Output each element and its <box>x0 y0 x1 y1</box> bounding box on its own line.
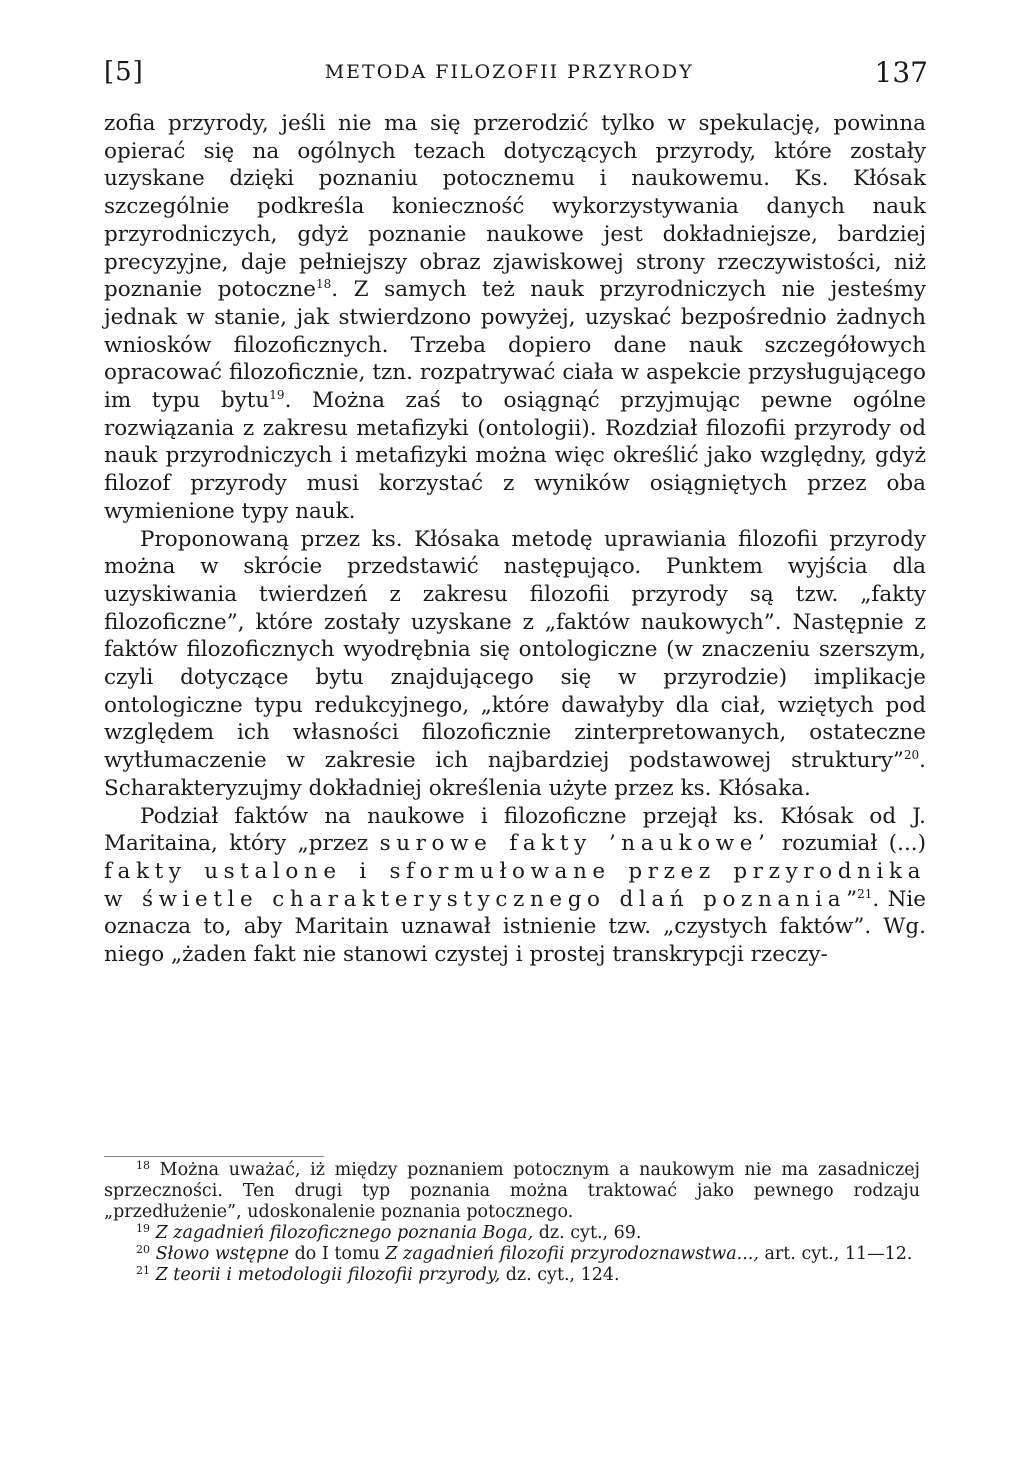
footnote-18 <box>104 1160 920 1222</box>
paragraph-1-text-a: zofia przyrody, jeśli nie ma się przerodzić tylko w spekulację, powinna opierać się na ogólnych tezach dotyczących przyrody, które zostały uzyskane dzięki poznaniu potocznemu i naukowemu. Ks. Kłósak szczególnie podkreśla konieczność wykorzystywania danych nauk przyrodniczych, gdyż poznanie naukowe jest dokładniejsze, bardziej precyzyjne, daje pełniejszy obraz zjawiskowej strony rzeczywistości, niż poznanie potoczne <box>104 111 926 303</box>
paragraph-1 <box>104 110 926 526</box>
running-header <box>104 50 928 94</box>
footnote-text: do I tomu <box>289 1244 386 1265</box>
page-number: 137 <box>874 55 928 89</box>
footnote-text-2: art. cyt., 11—12. <box>758 1244 913 1265</box>
footnote-text: dz. cyt., 69. <box>533 1222 642 1243</box>
footnote-separator <box>104 1156 324 1157</box>
paragraph-2-text-b: . Scharakteryzujmy dokładniej określenia użyte przez ks. Kłósaka. <box>104 748 926 801</box>
paragraph-2 <box>104 526 926 803</box>
footnote-text: Można uważać, iż między poznaniem potocznym a naukowym nie ma zasadniczej sprzeczności. Ten drugi typ poznania można traktować jako pewnego rodzaju „przedłużenie”, udoskonalenie poznania potocznego. <box>104 1160 920 1222</box>
footnote-ref-19: 19 <box>269 388 285 403</box>
footnote-number: 19 <box>136 1221 150 1235</box>
footnote-title-2: Z zagadnień filozofii przyrodoznawstwa..., <box>385 1244 759 1265</box>
paragraph-3-text-c: ” <box>846 886 858 912</box>
footnotes <box>104 1160 920 1287</box>
paragraph-3-text-d: . Nie oznacza to, aby Maritain uznawał istnienie tzw. „czystych faktów”. Wg. niego „żaden fakt nie stanowi czystej i prostej transkrypcji rzeczy- <box>104 886 926 968</box>
footnote-ref-18: 18 <box>315 277 332 292</box>
paragraph-1-text-c: . Można zaś to osiągnąć przyjmując pewne ogólne rozwiązania z zakresu metafizyki (ontologii). Rozdział filozofii przyrody od nauk przyrodniczych i metafizyki można więc określić jako względny, gdyż filozof przyrody musi korzystać z wyników osiągniętych przez oba wymienione typy nauk. <box>104 388 926 524</box>
main-text <box>104 110 926 969</box>
paragraph-3 <box>104 803 926 969</box>
footnote-ref-21: 21 <box>857 886 873 901</box>
paragraph-3-text-b: rozumiał (...) <box>770 831 927 857</box>
footnote-number: 18 <box>136 1159 150 1172</box>
section-number: [5] <box>104 57 144 87</box>
footnote-number: 21 <box>136 1264 150 1278</box>
footnote-ref-20: 20 <box>903 748 920 763</box>
footnote-title: Słowo wstępne <box>150 1244 290 1265</box>
footnote-title: Z teorii i metodologii filozofii przyrody, <box>150 1265 501 1286</box>
paragraph-3-text-a: Podział faktów na naukowe i filozoficzne przejął ks. Kłósak od J. Maritaina, który „przez <box>104 803 926 857</box>
paragraph-2-text-a: Proponowaną przez ks. Kłósaka metodę uprawiania filozofii przyrody można w skrócie przedstawić następująco. Punktem wyjścia dla uzyskiwania twierdzeń z zakresu filozofii przyrody są tzw. „fakty filozoficzne”, które zostały uzyskane z „faktów naukowych”. Następnie z faktów filozoficznych wyodrębnia się ontologiczne (w znaczeniu szerszym, czyli dotyczące bytu znajdującego się w przyrodzie) implikacje ontologiczne typu redukcyjnego, „które dawałyby dla ciał, wziętych pod względem ich własności filozoficznie zinterpretowanych, ostateczne wytłumaczenie w zakresie ich najbardziej podstawowej struktury” <box>104 526 926 774</box>
running-title: METODA FILOZOFII PRZYRODY <box>324 61 694 83</box>
spaced-emphasis-2: fakty ustalone i sformułowane przez przyrodnika w świetle charakterystycznego dlań poznania <box>104 858 926 912</box>
footnote-title: Z zagadnień filozoficznego poznania Boga, <box>150 1222 534 1243</box>
footnote-21 <box>104 1265 920 1286</box>
footnote-number: 20 <box>136 1243 150 1257</box>
spaced-emphasis-1: surowe fakty ’naukowe’ <box>379 831 771 857</box>
footnote-text: dz. cyt., 124. <box>500 1265 620 1286</box>
footnote-20 <box>104 1244 920 1265</box>
footnote-19 <box>104 1223 920 1244</box>
paragraph-1-text-b: . Z samych też nauk przyrodniczych nie jesteśmy jednak w stanie, jak stwierdzono powyżej, uzyskać bezpośrednio żadnych wniosków filozoficznych. Trzeba dopiero dane nauk szczegółowych opracować filozoficznie, tzn. rozpatrywać ciała w aspekcie przysługującego im typu bytu <box>104 277 927 414</box>
